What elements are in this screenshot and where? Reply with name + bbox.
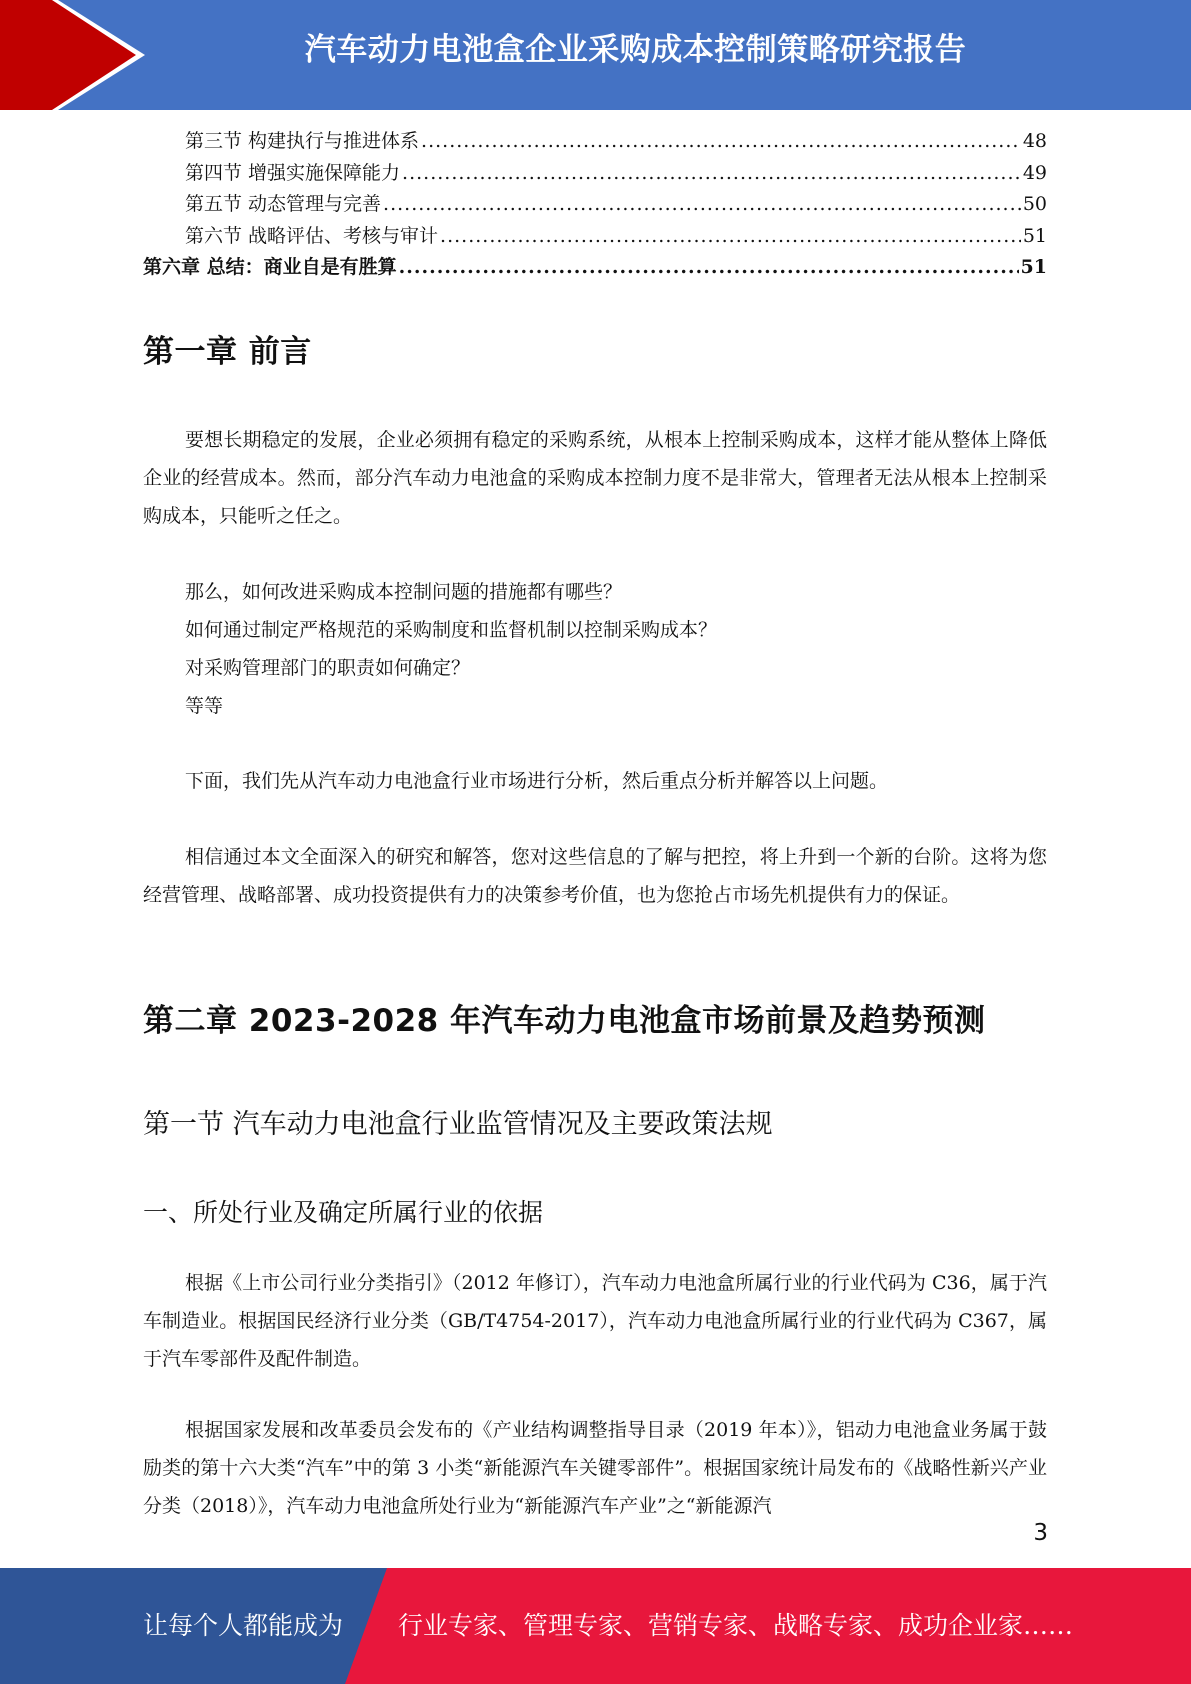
- section-1-heading: 第一节 汽车动力电池盒行业监管情况及主要政策法规: [143, 1109, 773, 1140]
- toc-entry-page: 49: [1022, 161, 1047, 184]
- footer-slogan-left: 让每个人都能成为: [143, 1611, 344, 1640]
- page-number: 3: [1033, 1520, 1048, 1546]
- toc-entry[interactable]: [143, 126, 1047, 158]
- toc-leader-dots: [402, 158, 1021, 190]
- toc-entry-label: 第五节 动态管理与完善: [185, 193, 382, 215]
- toc-leader-dots: [383, 189, 1021, 221]
- toc-entry-page: 50: [1022, 193, 1047, 215]
- question-item: 如何通过制定严格规范的采购制度和监督机制以控制采购成本？: [185, 619, 718, 641]
- toc-entry-label: 第四节 增强实施保障能力: [185, 161, 401, 184]
- toc-entry-page: 51: [1022, 224, 1047, 247]
- intro-paragraph: 要想长期稳定的发展，企业必须拥有稳定的采购系统，从根本上控制采购成本，这样才能从整体上降低企业的经营成本。然而，部分汽车动力电池盒的采购成本控制力度不是非常大，管理者无法从根本上控制采购成本，只能听之任之。: [143, 429, 1047, 527]
- toc-entry-page: 48: [1022, 130, 1047, 152]
- toc-entry[interactable]: [143, 189, 1047, 221]
- belief-paragraph: 相信通过本文全面深入的研究和解答，您对这些信息的了解与把控，将上升到一个新的台阶。这将为您经营管理、战略部署、成功投资提供有力的决策参考价值，也为您抢占市场先机提供有力的保证。: [143, 846, 1047, 906]
- industry-code-paragraph: 根据《上市公司行业分类指引》（2012 年修订），汽车动力电池盒所属行业的行业代码为 C36，属于汽车制造业。根据国民经济行业分类（GB/T4754-2017），汽车动力电池盒所属行业的行业代码为 C367，属于汽车零部件及配件制造。: [143, 1272, 1047, 1370]
- footer-banner: [0, 1568, 1191, 1684]
- header-banner: [0, 0, 1191, 110]
- policy-paragraph: 根据国家发展和改革委员会发布的《产业结构调整指导目录（2019 年本）》，铝动力电池盒业务属于鼓励类的第十六大类“汽车”中的第 3 小类“新能源汽车关键零部件”。根据国家统计局发布的《战略性新兴产业分类（2018）》，汽车动力电池盒所处行业为“新能源汽车产业”之“新能源汽: [143, 1419, 1047, 1517]
- subsection-1-heading: 一、所处行业及确定所属行业的依据: [143, 1198, 544, 1227]
- chapter-1-heading: 第一章 前言: [143, 334, 312, 370]
- table-of-contents: [143, 126, 1047, 284]
- toc-entry-label: 第三节 构建执行与推进体系: [185, 130, 420, 152]
- next-step-paragraph: 下面，我们先从汽车动力电池盒行业市场进行分析，然后重点分析并解答以上问题。: [185, 770, 889, 792]
- toc-entry-label: 第六章 总结：商业自是有胜算: [143, 256, 397, 278]
- toc-leader-dots: [399, 252, 1019, 284]
- toc-entry[interactable]: [143, 158, 1047, 190]
- toc-chapter-entry[interactable]: [143, 252, 1047, 284]
- toc-entry[interactable]: [143, 221, 1047, 253]
- question-list: [185, 573, 717, 725]
- toc-leader-dots: [440, 221, 1021, 253]
- toc-leader-dots: [421, 126, 1021, 158]
- chapter-2-heading: 第二章 2023-2028 年汽车动力电池盒市场前景及趋势预测: [143, 1003, 986, 1039]
- question-item: 对采购管理部门的职责如何确定？: [185, 657, 471, 679]
- document-title: 汽车动力电池盒企业采购成本控制策略研究报告: [304, 32, 967, 68]
- footer-slogan-right: 行业专家、管理专家、营销专家、战略专家、成功企业家……: [398, 1611, 1074, 1640]
- toc-entry-page: 51: [1020, 256, 1047, 278]
- question-item: 那么，如何改进采购成本控制问题的措施都有哪些？: [185, 581, 623, 603]
- question-item: 等等: [185, 695, 224, 717]
- toc-entry-label: 第六节 战略评估、考核与审计: [185, 224, 439, 247]
